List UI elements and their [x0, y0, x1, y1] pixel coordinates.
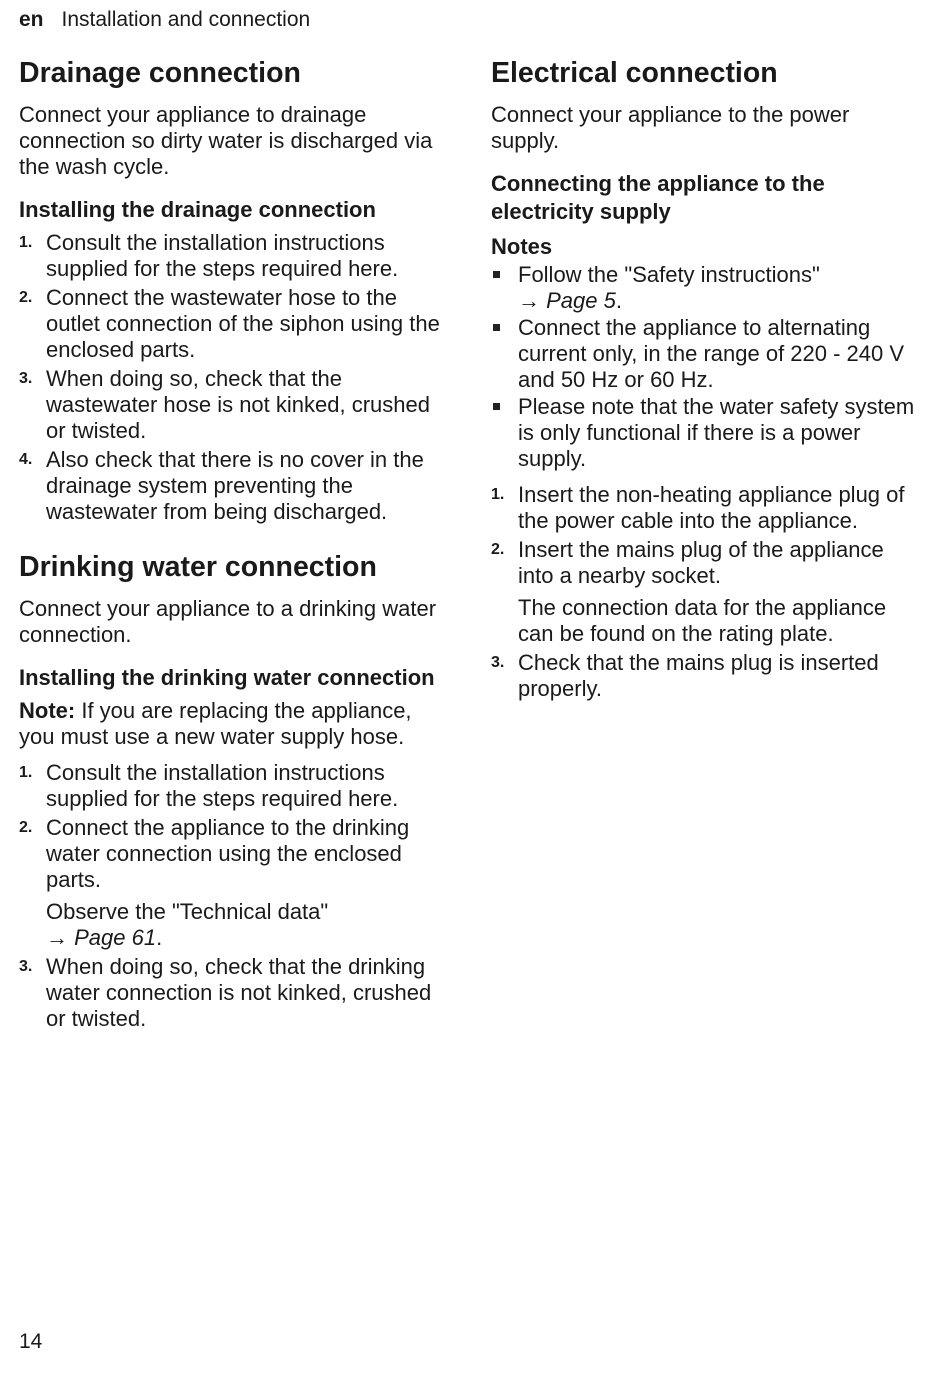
drinking-title: Drinking water connection [19, 551, 377, 584]
drinking-subtitle: Installing the drinking water connection [19, 665, 435, 691]
step-text: Insert the mains plug of the appliance into a nearby socket. [518, 537, 884, 589]
drinking-intro: Connect your appliance to a drinking water connection. [19, 596, 437, 648]
step-number: 4. [19, 451, 33, 469]
list-item [19, 447, 444, 525]
drainage-subtitle: Installing the drainage connection [19, 197, 376, 223]
electrical-subtitle: Connecting the appliance to the electricity supply [491, 171, 825, 225]
step-text: Consult the installation instructions supplied for the steps required here. [46, 230, 399, 282]
chapter-title: Installation and connection [61, 8, 311, 31]
step-text: Insert the non-heating appliance plug of the power cable into the appliance. [518, 482, 905, 534]
note-text: Please note that the water safety system is only functional if there is a power supply. [518, 394, 915, 472]
list-item [491, 482, 921, 534]
step-number: 3. [19, 958, 33, 976]
step-text: Connect the wastewater hose to the outlet connection of the siphon using the enclosed parts. [46, 285, 440, 363]
electrical-section [491, 56, 921, 702]
note-text: Follow the "Safety instructions" [518, 262, 820, 288]
electrical-intro: Connect your appliance to the power supply. [491, 102, 850, 154]
step-subtext: The connection data for the appliance can be found on the rating plate. [518, 595, 887, 647]
step-number: 1. [491, 486, 505, 504]
note-label: Note: [19, 698, 76, 724]
step-number: 3. [491, 654, 505, 672]
step-number: 2. [19, 819, 33, 837]
page-reference-link[interactable]: Page 5 [546, 288, 616, 314]
step-text: When doing so, check that the wastewater hose is not kinked, crushed or twisted. [46, 366, 430, 444]
step-text: When doing so, check that the drinking water connection is not kinked, crushed or twisted. [46, 954, 432, 1032]
step-text: Also check that there is no cover in the drainage system preventing the wastewater from being discharged. [46, 447, 424, 525]
subtext-body: Observe the "Technical data" [46, 899, 329, 925]
step-text: Consult the installation instructions supplied for the steps required here. [46, 760, 399, 812]
list-item [491, 262, 921, 314]
step-text: Connect the appliance to the drinking water connection using the enclosed parts. [46, 815, 410, 893]
note-text: Connect the appliance to alternating current only, in the range of 220 - 240 V and 50 Hz or 60 Hz. [518, 315, 905, 393]
page-number: 14 [19, 1330, 43, 1353]
list-item [19, 760, 444, 812]
step-subtext [46, 899, 444, 951]
drainage-title: Drainage connection [19, 57, 301, 89]
step-text: Check that the mains plug is inserted properly. [518, 650, 879, 702]
page-header [19, 8, 310, 32]
list-item [491, 394, 921, 472]
bullet-square-icon [493, 324, 500, 331]
step-number: 1. [19, 234, 33, 252]
step-number: 3. [19, 370, 33, 388]
drainage-steps [19, 230, 444, 525]
drinking-steps [19, 760, 444, 1032]
list-item [19, 954, 444, 1032]
step-number: 1. [19, 764, 33, 782]
note-text: If you are replacing the appliance, you must use a new water supply hose. [19, 698, 412, 750]
notes-title: Notes [491, 234, 553, 260]
list-item [491, 650, 921, 702]
ref-period: . [615, 288, 622, 314]
list-item [491, 537, 921, 647]
list-item [19, 815, 444, 951]
ref-period: . [156, 925, 163, 951]
bullet-square-icon [493, 403, 500, 410]
list-item [491, 315, 921, 393]
step-number: 2. [19, 289, 33, 307]
page-reference-link[interactable]: Page 61 [74, 925, 157, 951]
step-number: 2. [491, 541, 505, 559]
drainage-section [19, 56, 444, 525]
left-column [19, 56, 444, 1035]
drinking-water-section [19, 550, 444, 1032]
drainage-intro: Connect your appliance to drainage connection so dirty water is discharged via the wash cycle. [19, 102, 433, 180]
electrical-notes [491, 262, 921, 472]
language-code: en [19, 8, 44, 31]
electrical-steps [491, 482, 921, 702]
list-item [19, 366, 444, 444]
list-item [19, 230, 444, 282]
bullet-square-icon [493, 271, 500, 278]
arrow-right-icon: → [46, 925, 68, 951]
arrow-right-icon: → [518, 288, 540, 314]
drinking-note [19, 698, 444, 750]
right-column [491, 56, 921, 705]
list-item [19, 285, 444, 363]
electrical-title: Electrical connection [491, 57, 778, 89]
